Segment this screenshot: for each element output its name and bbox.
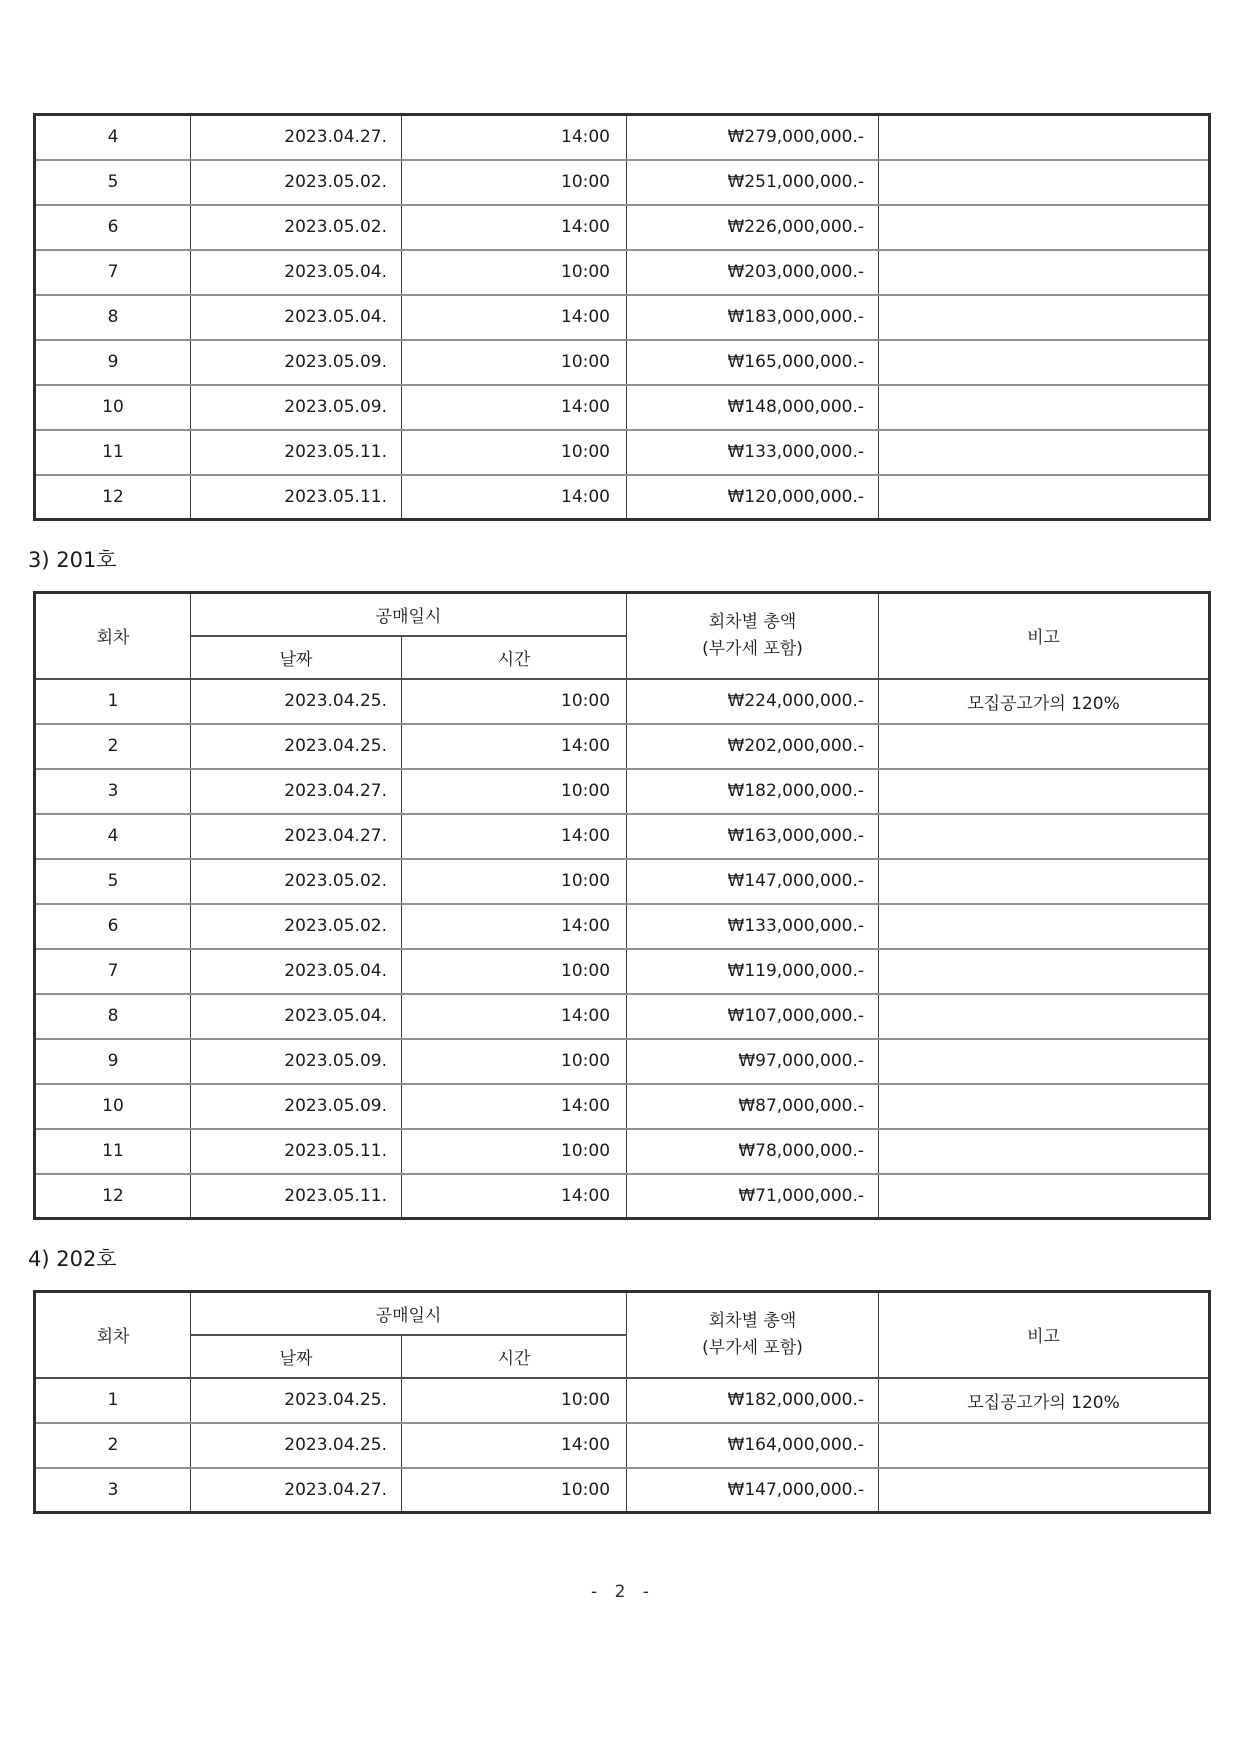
amount-cell: ₩78,000,000.-	[627, 1129, 879, 1174]
amount-cell: ₩182,000,000.-	[627, 769, 879, 814]
table-row	[35, 1039, 1210, 1084]
date-cell: 2023.05.11.	[191, 1174, 402, 1219]
table-row	[35, 205, 1210, 250]
table-row	[35, 1423, 1210, 1468]
note-cell	[879, 1468, 1210, 1513]
date-cell: 2023.05.02.	[191, 859, 402, 904]
time-cell: 14:00	[402, 1174, 627, 1219]
amount-cell: ₩71,000,000.-	[627, 1174, 879, 1219]
time-cell: 10:00	[402, 340, 627, 385]
table-row	[35, 724, 1210, 769]
amount-cell: ₩165,000,000.-	[627, 340, 879, 385]
time-cell: 14:00	[402, 1084, 627, 1129]
time-cell: 10:00	[402, 1129, 627, 1174]
amount-cell: ₩148,000,000.-	[627, 385, 879, 430]
section-heading-202: 4) 202호	[28, 1247, 117, 1271]
date-cell: 2023.04.27.	[191, 769, 402, 814]
auction-table-201	[33, 591, 1211, 1220]
table-row	[35, 994, 1210, 1039]
round-cell: 4	[35, 115, 191, 160]
table-row	[35, 385, 1210, 430]
amount-cell: ₩183,000,000.-	[627, 295, 879, 340]
table-row	[35, 1378, 1210, 1423]
col-header-round: 회차	[35, 593, 191, 679]
round-cell: 9	[35, 340, 191, 385]
col-header-note: 비고	[879, 1292, 1210, 1378]
col-header-total-line1: 회차별 총액	[708, 1311, 797, 1332]
amount-cell: ₩133,000,000.-	[627, 904, 879, 949]
amount-cell: ₩97,000,000.-	[627, 1039, 879, 1084]
table-row	[35, 1084, 1210, 1129]
table-row	[35, 250, 1210, 295]
note-cell: 모집공고가의 120%	[879, 679, 1210, 724]
col-header-time: 시간	[402, 1335, 627, 1378]
time-cell: 14:00	[402, 814, 627, 859]
note-cell	[879, 1174, 1210, 1219]
col-header-total	[627, 593, 879, 679]
round-cell: 3	[35, 769, 191, 814]
time-cell: 10:00	[402, 160, 627, 205]
table-row	[35, 475, 1210, 520]
note-cell	[879, 160, 1210, 205]
time-cell: 10:00	[402, 859, 627, 904]
time-cell: 14:00	[402, 115, 627, 160]
time-cell: 10:00	[402, 1378, 627, 1423]
col-header-datetime: 공매일시	[191, 1292, 627, 1335]
time-cell: 14:00	[402, 475, 627, 520]
amount-cell: ₩120,000,000.-	[627, 475, 879, 520]
round-cell: 6	[35, 904, 191, 949]
note-cell	[879, 430, 1210, 475]
amount-cell: ₩202,000,000.-	[627, 724, 879, 769]
note-cell	[879, 340, 1210, 385]
round-cell: 11	[35, 430, 191, 475]
time-cell: 14:00	[402, 724, 627, 769]
note-cell	[879, 814, 1210, 859]
amount-cell: ₩182,000,000.-	[627, 1378, 879, 1423]
date-cell: 2023.05.04.	[191, 949, 402, 994]
time-cell: 14:00	[402, 205, 627, 250]
note-cell	[879, 949, 1210, 994]
auction-table-continued	[33, 113, 1211, 521]
time-cell: 10:00	[402, 1468, 627, 1513]
round-cell: 1	[35, 1378, 191, 1423]
note-cell: 모집공고가의 120%	[879, 1378, 1210, 1423]
col-header-datetime: 공매일시	[191, 593, 627, 636]
page-number: - 2 -	[591, 1582, 649, 1602]
note-cell	[879, 250, 1210, 295]
amount-cell: ₩251,000,000.-	[627, 160, 879, 205]
auction-table-202	[33, 1290, 1211, 1514]
date-cell: 2023.04.25.	[191, 1378, 402, 1423]
date-cell: 2023.04.27.	[191, 1468, 402, 1513]
amount-cell: ₩279,000,000.-	[627, 115, 879, 160]
table-row	[35, 814, 1210, 859]
date-cell: 2023.05.04.	[191, 250, 402, 295]
table-row	[35, 904, 1210, 949]
table-row	[35, 859, 1210, 904]
note-cell	[879, 724, 1210, 769]
date-cell: 2023.04.25.	[191, 724, 402, 769]
note-cell	[879, 769, 1210, 814]
round-cell: 7	[35, 949, 191, 994]
table-row	[35, 1468, 1210, 1513]
note-cell	[879, 1084, 1210, 1129]
table-row	[35, 769, 1210, 814]
table-row	[35, 430, 1210, 475]
note-cell	[879, 115, 1210, 160]
round-cell: 5	[35, 160, 191, 205]
table-row	[35, 115, 1210, 160]
date-cell: 2023.04.25.	[191, 1423, 402, 1468]
note-cell	[879, 859, 1210, 904]
time-cell: 14:00	[402, 295, 627, 340]
time-cell: 10:00	[402, 250, 627, 295]
col-header-date: 날짜	[191, 1335, 402, 1378]
table-row	[35, 340, 1210, 385]
header-row	[35, 1292, 1210, 1335]
round-cell: 8	[35, 295, 191, 340]
amount-cell: ₩107,000,000.-	[627, 994, 879, 1039]
amount-cell: ₩87,000,000.-	[627, 1084, 879, 1129]
date-cell: 2023.05.02.	[191, 205, 402, 250]
col-header-date: 날짜	[191, 636, 402, 679]
date-cell: 2023.05.09.	[191, 385, 402, 430]
time-cell: 10:00	[402, 1039, 627, 1084]
date-cell: 2023.05.11.	[191, 1129, 402, 1174]
note-cell	[879, 475, 1210, 520]
table-row	[35, 949, 1210, 994]
table-row	[35, 1129, 1210, 1174]
col-header-total-line2: (부가세 포함)	[702, 1337, 803, 1358]
round-cell: 5	[35, 859, 191, 904]
note-cell	[879, 994, 1210, 1039]
time-cell: 14:00	[402, 385, 627, 430]
amount-cell: ₩203,000,000.-	[627, 250, 879, 295]
date-cell: 2023.05.02.	[191, 904, 402, 949]
header-row	[35, 593, 1210, 636]
round-cell: 12	[35, 1174, 191, 1219]
table-row	[35, 295, 1210, 340]
date-cell: 2023.05.11.	[191, 430, 402, 475]
amount-cell: ₩164,000,000.-	[627, 1423, 879, 1468]
col-header-round: 회차	[35, 1292, 191, 1378]
amount-cell: ₩224,000,000.-	[627, 679, 879, 724]
round-cell: 7	[35, 250, 191, 295]
amount-cell: ₩147,000,000.-	[627, 859, 879, 904]
note-cell	[879, 295, 1210, 340]
round-cell: 4	[35, 814, 191, 859]
round-cell: 2	[35, 1423, 191, 1468]
note-cell	[879, 1423, 1210, 1468]
time-cell: 10:00	[402, 949, 627, 994]
date-cell: 2023.04.27.	[191, 115, 402, 160]
round-cell: 3	[35, 1468, 191, 1513]
date-cell: 2023.05.04.	[191, 994, 402, 1039]
col-header-total-line1: 회차별 총액	[708, 612, 797, 633]
round-cell: 1	[35, 679, 191, 724]
amount-cell: ₩226,000,000.-	[627, 205, 879, 250]
round-cell: 10	[35, 1084, 191, 1129]
table-row	[35, 160, 1210, 205]
time-cell: 10:00	[402, 769, 627, 814]
time-cell: 14:00	[402, 1423, 627, 1468]
note-cell	[879, 1129, 1210, 1174]
date-cell: 2023.05.09.	[191, 340, 402, 385]
round-cell: 12	[35, 475, 191, 520]
col-header-total	[627, 1292, 879, 1378]
note-cell	[879, 1039, 1210, 1084]
note-cell	[879, 385, 1210, 430]
date-cell: 2023.05.11.	[191, 475, 402, 520]
section-heading-201: 3) 201호	[28, 548, 117, 572]
amount-cell: ₩163,000,000.-	[627, 814, 879, 859]
table-row	[35, 1174, 1210, 1219]
note-cell	[879, 904, 1210, 949]
date-cell: 2023.05.09.	[191, 1084, 402, 1129]
round-cell: 2	[35, 724, 191, 769]
col-header-note: 비고	[879, 593, 1210, 679]
amount-cell: ₩133,000,000.-	[627, 430, 879, 475]
date-cell: 2023.05.04.	[191, 295, 402, 340]
date-cell: 2023.05.09.	[191, 1039, 402, 1084]
amount-cell: ₩119,000,000.-	[627, 949, 879, 994]
time-cell: 10:00	[402, 679, 627, 724]
note-cell	[879, 205, 1210, 250]
round-cell: 10	[35, 385, 191, 430]
col-header-total-line2: (부가세 포함)	[702, 638, 803, 659]
date-cell: 2023.04.25.	[191, 679, 402, 724]
round-cell: 11	[35, 1129, 191, 1174]
time-cell: 14:00	[402, 994, 627, 1039]
date-cell: 2023.05.02.	[191, 160, 402, 205]
round-cell: 6	[35, 205, 191, 250]
round-cell: 9	[35, 1039, 191, 1084]
round-cell: 8	[35, 994, 191, 1039]
col-header-time: 시간	[402, 636, 627, 679]
time-cell: 10:00	[402, 430, 627, 475]
table-row	[35, 679, 1210, 724]
date-cell: 2023.04.27.	[191, 814, 402, 859]
amount-cell: ₩147,000,000.-	[627, 1468, 879, 1513]
time-cell: 14:00	[402, 904, 627, 949]
